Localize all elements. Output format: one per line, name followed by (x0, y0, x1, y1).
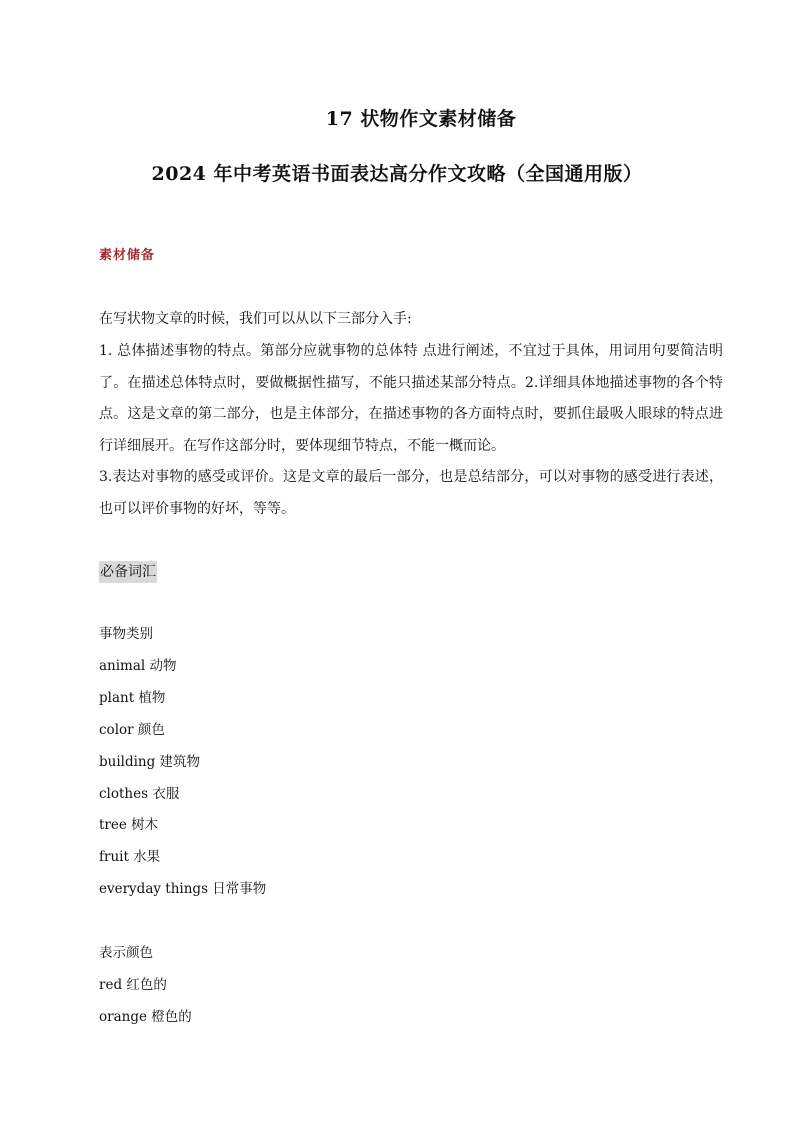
document-subtitle: 2024 年中考英语书面表达高分作文攻略（全国通用版） (151, 163, 643, 185)
vocab-item: animal 动物 (99, 658, 177, 674)
vocab-item: clothes 衣服 (99, 786, 180, 802)
vocab-heading: 必备词汇 (99, 561, 157, 583)
vocab-item: fruit 水果 (99, 849, 161, 865)
vocab-item: tree 树木 (99, 817, 159, 833)
point-1-paragraph: 1. 总体描述事物的特点。第部分应就事物的总体特 点进行阐述，不宜过于具体，用词用句要简洁明了。在描述总体特点时，要做概据性描写，不能只描述某部分特点。2.详细具体地描述事物的各个特点。这是文章的第二部分，也是主体部分，在描述事物的各方面特点时，要抓住最吸人眼球的特点进行详细展开。在写作这部分时，要体现细节特点，不能一概而论。 (99, 343, 723, 454)
point-3-paragraph: 3.表达对事物的感受或评价。这是文章的最后一部分，也是总结部分，可以对事物的感受进行表述，也可以评价事物的好坏，等等。 (99, 469, 723, 517)
vocab-item: orange 橙色的 (99, 1009, 192, 1025)
document-title: 17 状物作文素材储备 (325, 108, 517, 130)
colors-title: 表示颜色 (99, 945, 153, 961)
section-heading: 素材储备 (99, 248, 156, 263)
vocab-item: everyday things 日常事物 (99, 881, 267, 897)
vocab-item: building 建筑物 (99, 754, 201, 770)
categories-title: 事物类别 (99, 626, 153, 642)
vocab-item: color 颜色 (99, 722, 165, 738)
vocab-item: plant 植物 (99, 690, 166, 706)
vocab-item: red 红色的 (99, 977, 167, 993)
intro-paragraph: 在写状物文章的时候，我们可以从以下三部分入手: (99, 311, 412, 327)
